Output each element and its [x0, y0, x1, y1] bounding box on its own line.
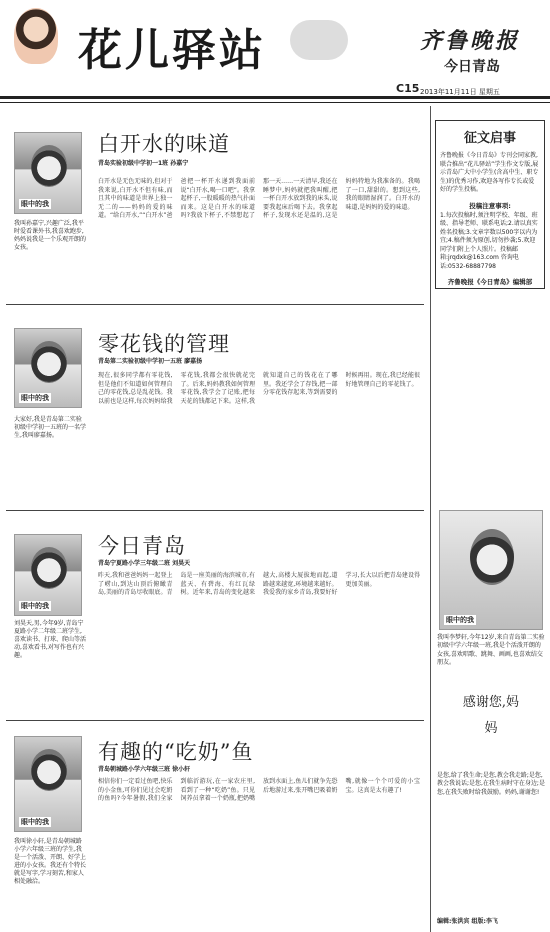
photo-tag: 眼中的我 — [21, 394, 49, 402]
author-caption: 大家好,我是青岛第二实验初级中学初一五班的一名学生,我叫廖嘉扬。 — [14, 416, 87, 439]
author-photo — [14, 736, 82, 832]
photo-tag: 眼中的我 — [21, 602, 49, 610]
photo-tag: 眼中的我 — [21, 200, 49, 208]
author-photo — [14, 132, 82, 214]
notice-text: 齐鲁晚报《今日青岛》专刊会同家教,联合推出“花儿驿站”学生作文专版,展示青岛广大中小学生(含高中生、职专生)的优秀习作,欢迎各写作专长或爱好的学生投稿。 — [440, 152, 539, 193]
article-byline: 青岛实验初级中学初一1班 孙嘉宁 — [98, 160, 189, 167]
author-caption: 我叫徐小轩,是青岛朝城路小学六年级三班的学生,我是一个活泼、开朗、好学上进的小女孩。我还有个特长就是写字,学习刻苦,和家人相处融洽。 — [14, 838, 87, 885]
author-face — [31, 547, 67, 589]
poem-title: 感谢您,妈妈 — [462, 695, 520, 736]
masthead-decoration — [290, 20, 348, 60]
notice-header: 征文启事 — [463, 131, 516, 146]
author-caption: 我叫孙嘉宁,兴趣广泛,我平时爱看课外书,我喜欢跑步,妈妈说我是一个乐观开朗的女孩。 — [14, 220, 87, 251]
article-separator — [6, 720, 424, 721]
article-separator — [6, 304, 424, 305]
article-body: 现在,很多同学都有零花钱,但是他们不知道如何管理自己的零花钱,总是乱花钱。我以前也是这样,每次妈妈给我零花钱,我都会很快就花完了。后来,妈妈教我如何管理零花钱,我学会了记账,把每天花的钱都记下来。这样,我就知道自己的钱花在了哪里。我还学会了存钱,把一部分零花钱存起来,等到需要的时候再用。现在,我已经能很好地管理自己的零花钱了。 — [98, 372, 420, 405]
paper-name: 齐鲁晚报 — [420, 28, 521, 54]
author-caption: 刘昊天,男,今年9岁,青岛宁夏路小学二年级二班学生,喜欢读书、打球、爬山等活动,喜欢看书,对写作也有兴趣。 — [14, 620, 87, 659]
article-title: 白开水的味道 — [98, 132, 230, 156]
mascot-avatar — [14, 8, 58, 64]
article-separator — [6, 510, 424, 511]
edition-name: 今日青岛 — [444, 59, 500, 75]
article-3 — [6, 514, 424, 720]
main-column — [6, 106, 424, 932]
side-author-photo — [439, 510, 543, 630]
author-face — [31, 749, 67, 791]
article-byline: 青岛朝城路小学六年级三班 徐小轩 — [98, 766, 191, 773]
article-byline: 青岛宁夏路小学三年级二班 刘昊天 — [98, 560, 191, 567]
author-photo — [14, 328, 82, 408]
article-title: 今日青岛 — [98, 534, 186, 558]
author-face — [470, 529, 514, 585]
notes-text: 1.每次投稿时,须注明学校、年级、班级、指导老师、联系电话;2.请以真实姓名投稿;3.文章字数以500字以内为宜;4.稿件须为原创,切勿抄袭;5.欢迎同学们附上个人照片。投稿邮箱:jrqdxk@163.com 咨询电话:0532-68887798 — [440, 211, 538, 270]
article-title: 零花钱的管理 — [98, 332, 230, 356]
article-title: 有趣的“吃奶”鱼 — [98, 740, 254, 764]
article-body: 相信你们一定看过鱼吧,快乐的小金鱼,可你们见过会吃奶的鱼吗?今年暑假,我们全家到临沂游玩,在一家农庄里,看到了一种“吃奶”鱼。只见饲养员拿着一个奶瓶,把奶嘴放到水面上,鱼儿们就争先恐后地游过来,张开嘴巴吸着奶嘴,就像一个个可爱的小宝宝。这真是太有趣了! — [98, 778, 420, 803]
page-number: C15 — [396, 82, 420, 95]
side-author-caption: 我叫李梦轩,今年12岁,来自青岛第二实验初级中学六年级一班,我是个活泼开朗的女孩,喜欢唱歌、跳舞、画画,也喜欢结交朋友。 — [437, 634, 545, 667]
article-4 — [6, 724, 424, 930]
submission-notice-box — [435, 120, 545, 289]
article-body: 白开水是无色无味的,但对于我来说,白开水不但有味,而且其中的味道是世界上独一无二的——妈妈的爱的味道。“给白开水,”“白开水”爸爸把一杯开水递到我面前说“白开水,喝一口吧”。我拿起杯子,一股暖暖的热气扑面而来。这是白开水的味道吗?我放下杯子,不禁想起了那一天……一天清早,我还在睡梦中,妈妈就把我叫醒,把一杯白开水放到我的床头,说要我起床后喝下去。我拿起杯子,发现水还是温的,这是妈妈特地为我准备的。我喝了一口,甜甜的。想到这些,我的眼睛湿润了。白开水的味道,是妈妈的爱的味道。 — [98, 178, 420, 220]
masthead — [0, 0, 550, 96]
article-byline: 青岛第二实验初级中学初一五班 廖嘉扬 — [98, 358, 203, 365]
masthead-rule — [0, 96, 550, 99]
notice-signoff: 齐鲁晚报《今日青岛》编辑部 — [447, 278, 533, 286]
author-photo — [14, 534, 82, 616]
column-title: 花儿驿站 — [78, 25, 266, 76]
author-face — [31, 341, 67, 383]
article-1 — [6, 106, 424, 306]
article-body: 昨天,我和爸爸妈妈一起登上了崂山,到达山顶后俯瞰青岛,美丽的青岛尽收眼底。青岛是一座美丽的海滨城市,有蓝天、有碧海、有红瓦绿树。近年来,青岛的变化越来越大,高楼大厦拔地而起,道路越来越宽,环境越来越好。我爱我的家乡青岛,我要好好学习,长大以后把青岛建设得更加美丽。 — [98, 572, 420, 597]
masthead-rule-thin — [0, 102, 550, 103]
notes-heading: 投稿注意事项: — [469, 201, 511, 210]
side-column — [430, 106, 548, 932]
author-face — [31, 145, 67, 187]
issue-date: 2013年11月11日 星期五 — [420, 88, 500, 96]
photo-tag: 眼中的我 — [21, 818, 49, 826]
poem-body: 是您,给了我生命;是您,教会我走路;是您,教会我说话;是您,在我生病时守在身边;是您,在我失败时给我鼓励。妈妈,谢谢您! — [437, 772, 545, 796]
editor-credits: 编辑:张洪宾 组版:李飞 — [437, 918, 498, 925]
article-2 — [6, 308, 424, 508]
photo-tag: 眼中的我 — [446, 616, 474, 624]
